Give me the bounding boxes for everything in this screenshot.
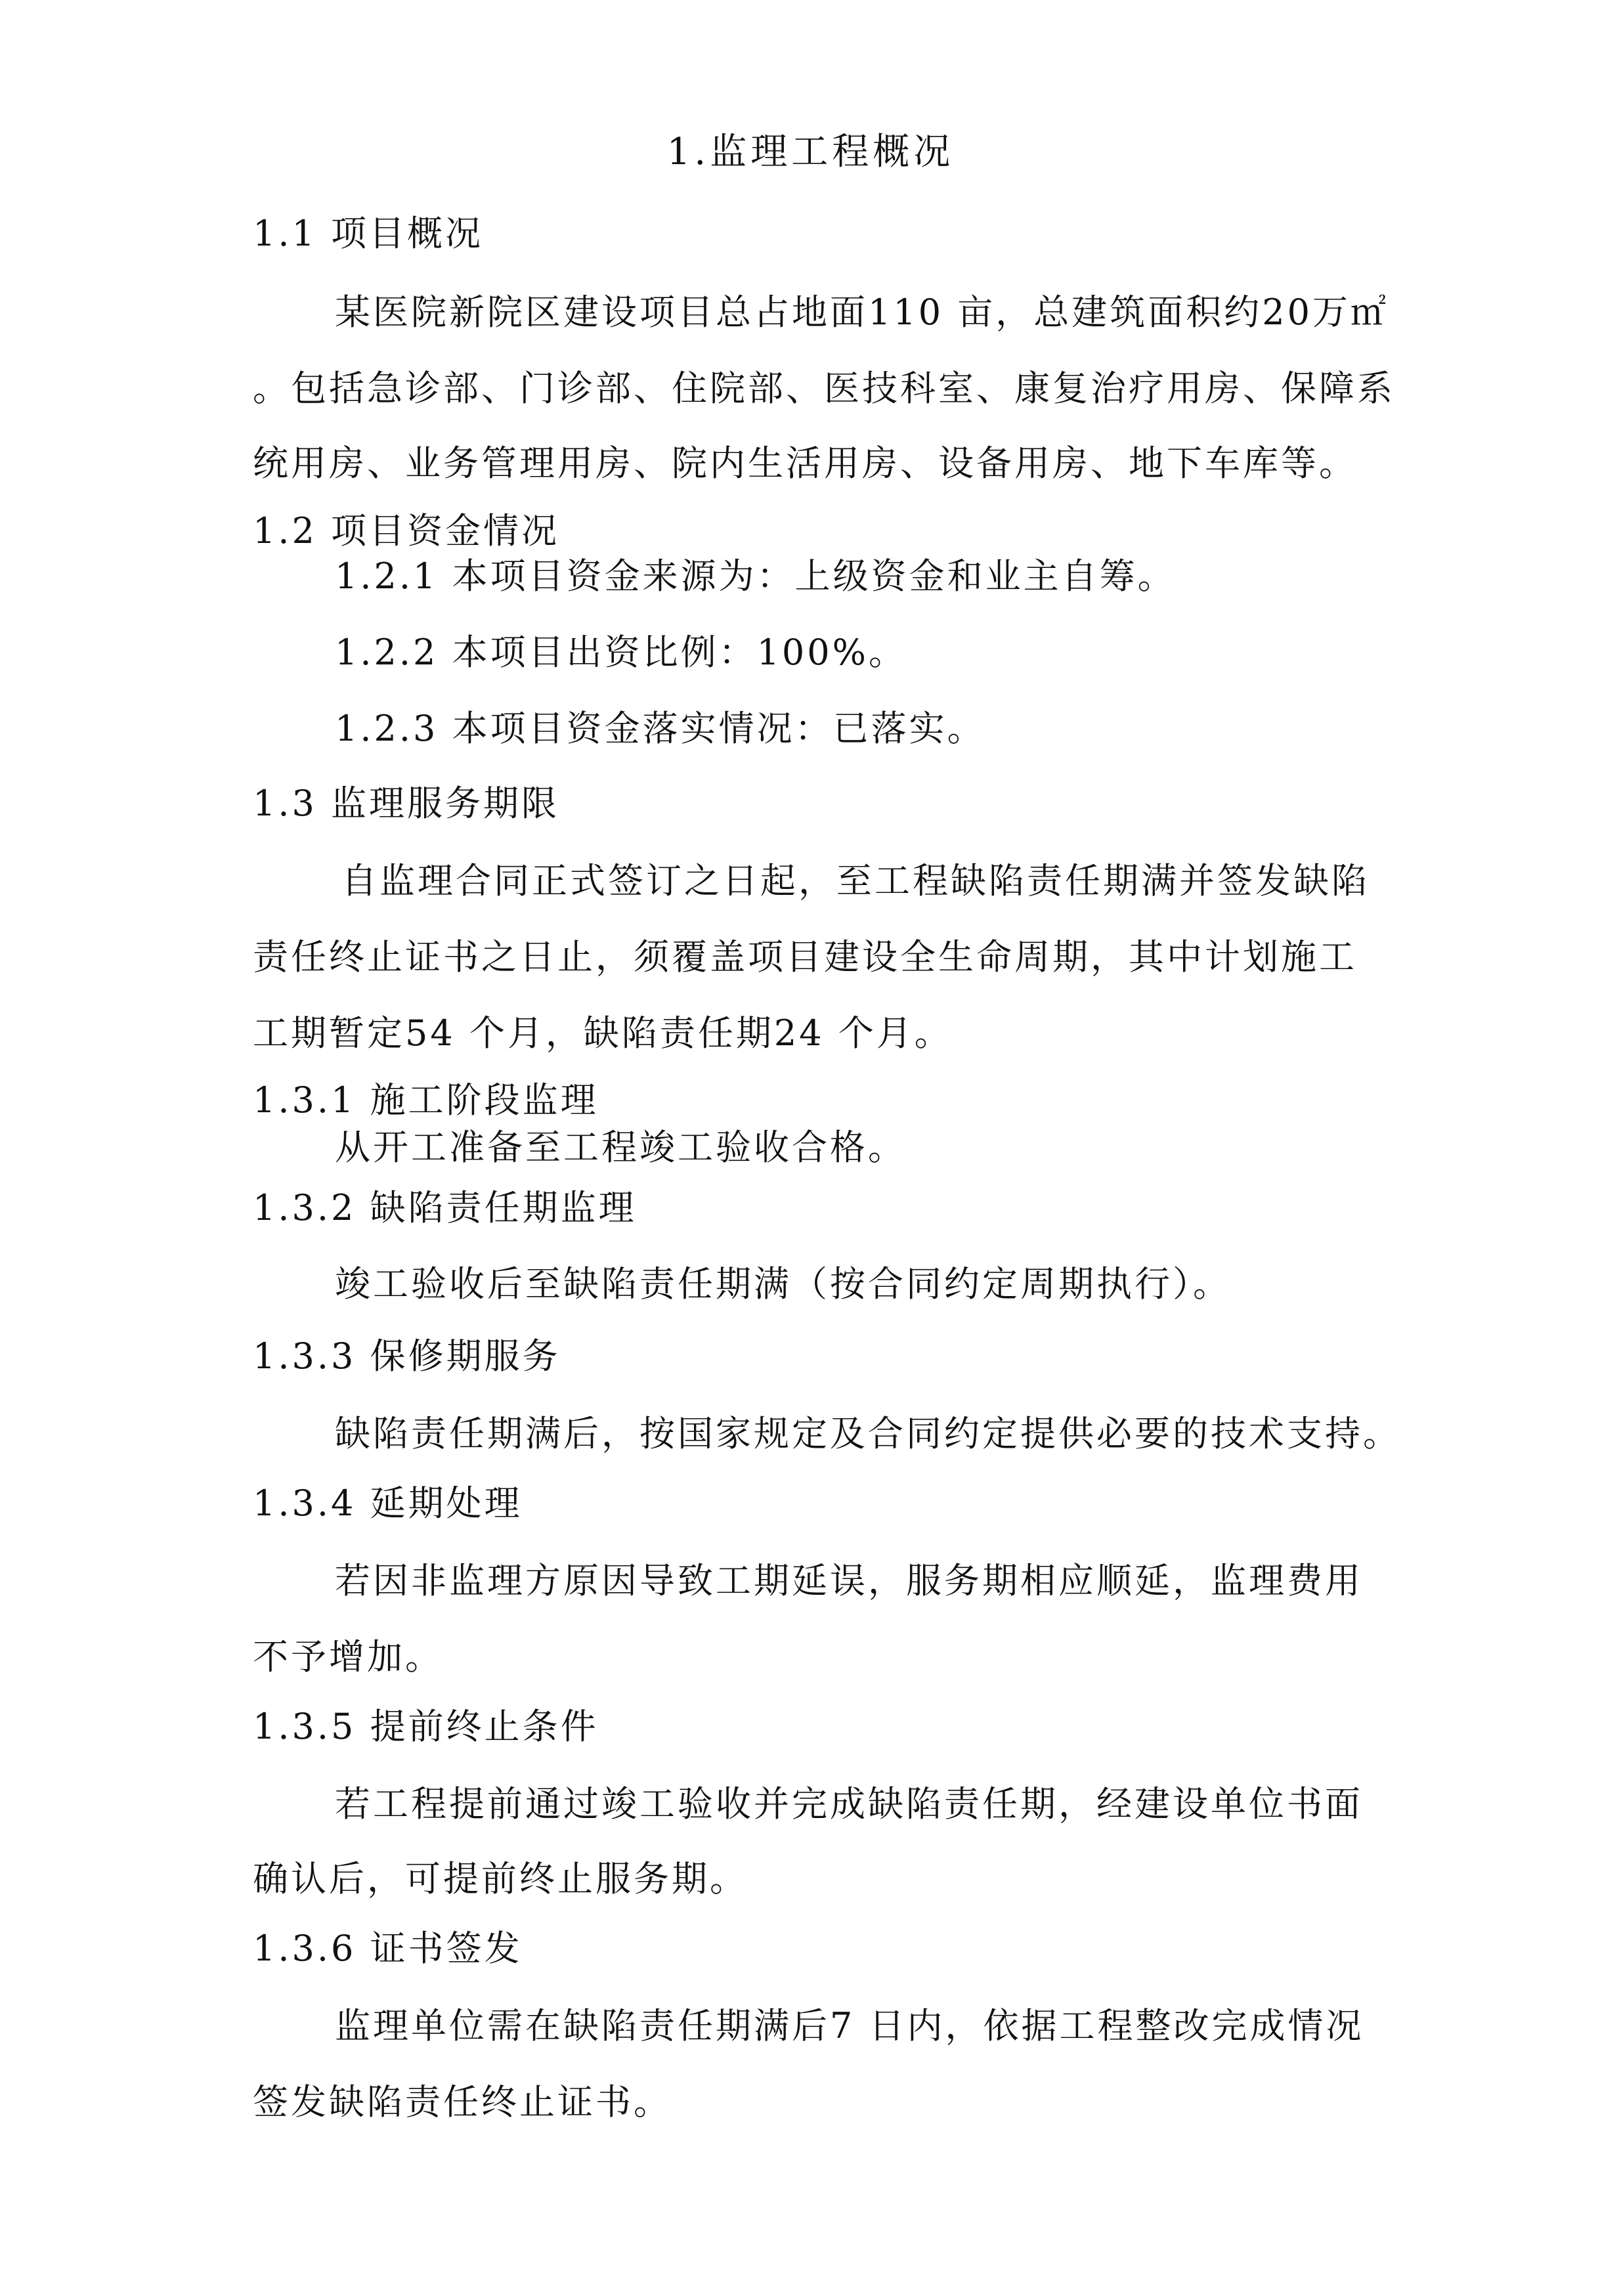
- section-1-3-4-text-line-2: 不予增加。: [253, 1636, 443, 1678]
- section-1-3-paragraph-line-1: 自监理合同正式签订之日起，至工程缺陷责任期满并签发缺陷: [341, 860, 1370, 901]
- section-1-3-4-text-line-1: 若因非监理方原因导致工期延误，服务期相应顺延，监理费用: [335, 1560, 1363, 1601]
- section-1-3-2-text-line-1: 竣工验收后至缺陷责任期满（按合同约定周期执行）。: [335, 1263, 1231, 1305]
- section-1-3-heading: 1.3 监理服务期限: [253, 783, 560, 824]
- section-1-3-5-text-line-1: 若工程提前通过竣工验收并完成缺陷责任期，经建设单位书面: [335, 1783, 1363, 1825]
- section-1-3-6-text-line-1: 监理单位需在缺陷责任期满后7 日内，依据工程整改完成情况: [335, 2005, 1364, 2047]
- section-1-3-6-heading: 1.3.6 证书签发: [253, 1928, 523, 1969]
- section-1-3-paragraph-line-2: 责任终止证书之日止，须覆盖项目建设全生命周期，其中计划施工: [253, 936, 1357, 978]
- section-1-3-6-text-line-2: 签发缺陷责任终止证书。: [253, 2081, 672, 2123]
- section-1-1-paragraph-line-1: 某医院新院区建设项目总占地面110 亩，总建筑面积约20万㎡: [335, 292, 1389, 333]
- section-1-3-paragraph-line-3: 工期暂定54 个月，缺陷责任期24 个月。: [253, 1012, 953, 1054]
- section-1-2-heading: 1.2 项目资金情况: [253, 510, 560, 552]
- document-title: 1.监理工程概况: [666, 131, 955, 173]
- section-1-3-5-heading: 1.3.5 提前终止条件: [253, 1706, 599, 1747]
- section-1-2-item-1: 1.2.1 本项目资金来源为：上级资金和业主自筹。: [335, 555, 1176, 597]
- section-1-3-3-heading: 1.3.3 保修期服务: [253, 1335, 561, 1377]
- section-1-1-heading: 1.1 项目概况: [253, 213, 484, 254]
- section-1-3-2-heading: 1.3.2 缺陷责任期监理: [253, 1187, 637, 1228]
- section-1-3-4-heading: 1.3.4 延期处理: [253, 1483, 523, 1524]
- section-1-3-1-text-line-1: 从开工准备至工程竣工验收合格。: [335, 1127, 906, 1168]
- section-1-1-paragraph-line-3: 统用房、业务管理用房、院内生活用房、设备用房、地下车库等。: [253, 443, 1357, 484]
- section-1-3-1-heading: 1.3.1 施工阶段监理: [253, 1079, 599, 1121]
- section-1-2-item-2: 1.2.2 本项目出资比例：100%。: [335, 632, 907, 673]
- section-1-3-3-text-line-1: 缺陷责任期满后，按国家规定及合同约定提供必要的技术支持。: [335, 1413, 1401, 1454]
- section-1-1-paragraph-line-2: 。包括急诊部、门诊部、住院部、医技科室、康复治疗用房、保障系: [253, 368, 1395, 409]
- section-1-2-item-3: 1.2.3 本项目资金落实情况：已落实。: [335, 708, 985, 749]
- section-1-3-5-text-line-2: 确认后，可提前终止服务期。: [253, 1858, 748, 1899]
